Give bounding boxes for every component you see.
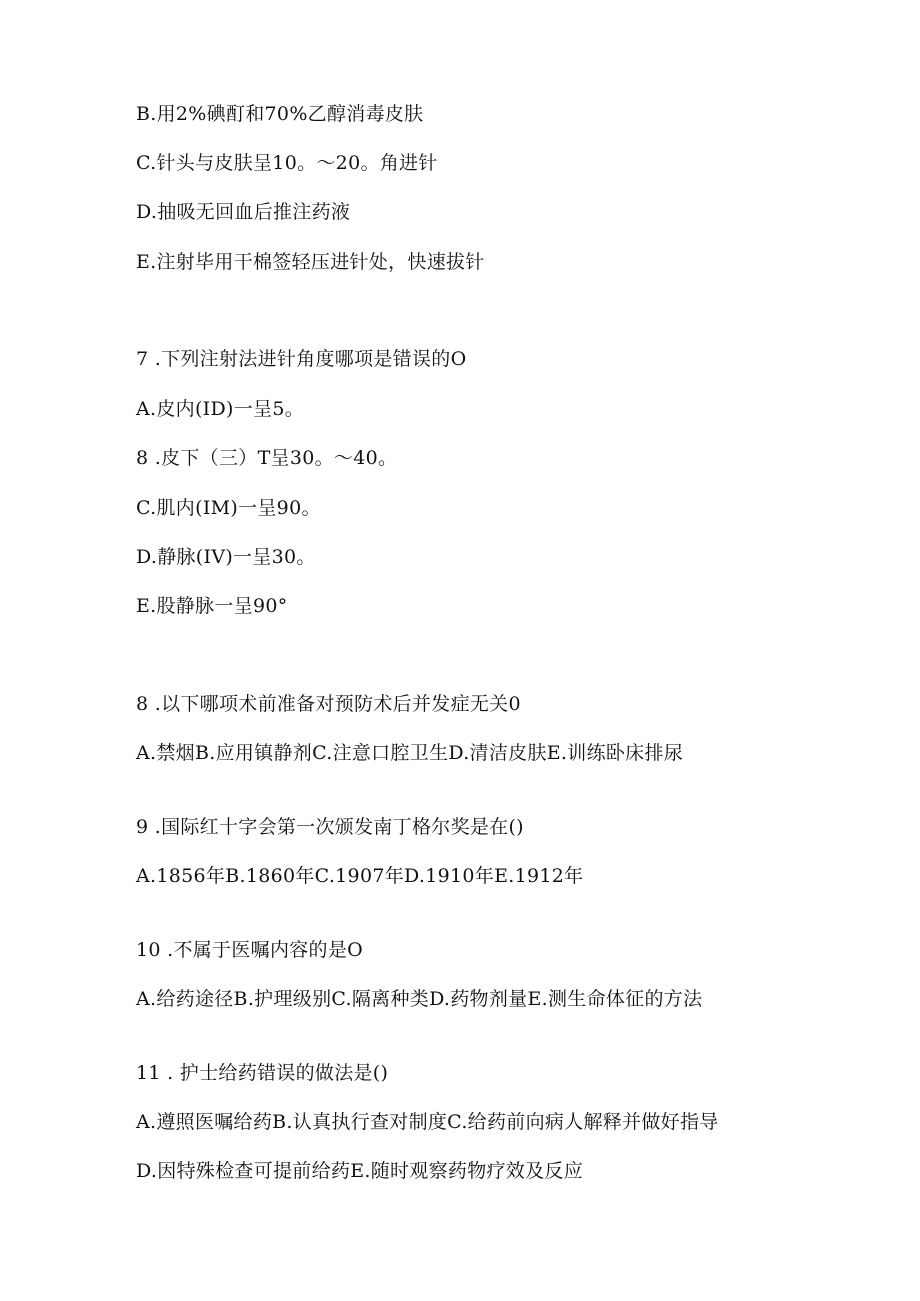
- question-8-subcutaneous: 8 .皮下（三）T呈30。～40。: [136, 447, 398, 469]
- question-9-options: A.1856年B.1860年C.1907年D.1910年E.1912年: [136, 865, 584, 887]
- question-8: 8 .以下哪项术前准备对预防术后并发症无关0: [136, 693, 521, 715]
- option-c-line: C.针头与皮肤呈10。～20。角进针: [136, 152, 438, 174]
- question-11: 11 . 护士给药错误的做法是(): [136, 1062, 389, 1084]
- question-8-options: A.禁烟B.应用镇静剂C.注意口腔卫生D.清洁皮肤E.训练卧床排尿: [136, 742, 684, 764]
- question-10: 10 .不属于医嘱内容的是O: [136, 939, 364, 961]
- option-b-line: B.用2%碘酊和70%乙醇消毒皮肤: [136, 103, 424, 125]
- option-a-line: A.皮内(ID)一呈5。: [136, 398, 305, 420]
- option-e-line: E.注射毕用干棉签轻压进针处，快速拔针: [136, 251, 485, 273]
- question-11-options-line-1: A.遵照医嘱给药B.认真执行查对制度C.给药前向病人解释并做好指导: [136, 1111, 719, 1133]
- question-9: 9 .国际红十字会第一次颁发南丁格尔奖是在(): [136, 816, 524, 838]
- option-d-line: D.静脉(IV)一呈30。: [136, 546, 316, 568]
- question-10-options: A.给药途径B.护理级别C.隔离种类D.药物剂量E.测生命体征的方法: [136, 988, 703, 1010]
- question-11-options-line-2: D.因特殊检查可提前给药E.随时观察药物疗效及反应: [136, 1160, 584, 1182]
- option-e-line: E.股静脉一呈90°: [136, 595, 288, 617]
- question-7: 7 .下列注射法进针角度哪项是错误的O: [136, 348, 467, 370]
- option-d-line: D.抽吸无回血后推注药液: [136, 201, 351, 223]
- option-c-line: C.肌内(IM)一呈90。: [136, 497, 321, 519]
